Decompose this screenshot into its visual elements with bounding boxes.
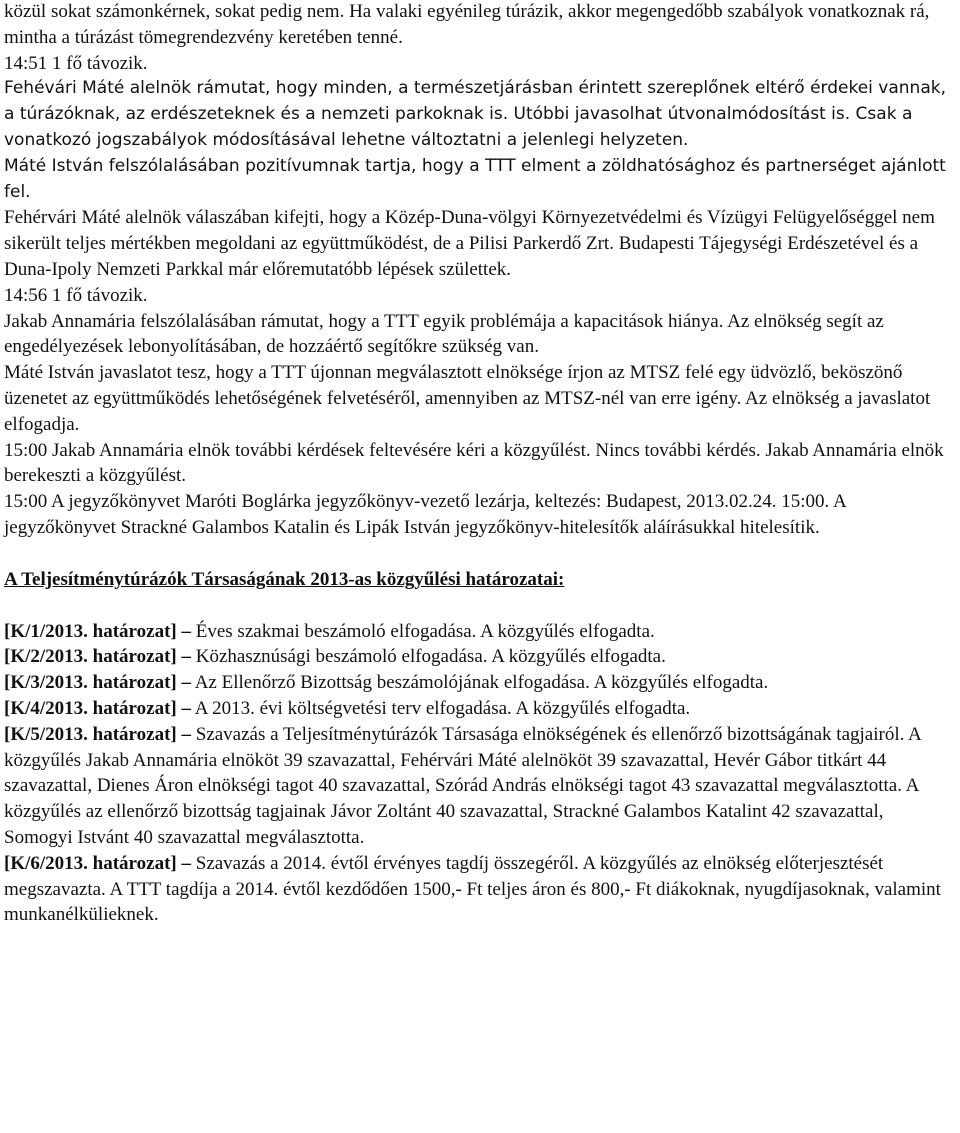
resolution-id: [K/2/2013. határozat] – xyxy=(4,646,191,668)
resolution-item xyxy=(4,696,956,722)
minutes-paragraph: 14:51 1 fő távozik. xyxy=(4,52,148,74)
document-page xyxy=(4,0,956,928)
minutes-paragraph: Máté István javaslatot tesz, hogy a TTT újonnan megválasztott elnöksége írjon az MTSZ felé egy üdvözlő, beköszönő üzenetet az együttműködés lehetőségének felvetéséről, amennyiben az MTSZ-nél van erre igény. Az elnökség a javaslatot elfogadja. xyxy=(4,362,931,435)
resolution-item xyxy=(4,619,956,645)
resolution-text: Szavazás a 2014. évtől érvényes tagdíj összegéről. A közgyűlés az elnökség előterjesztését megszavazta. A TTT tagdíja a 2014. évtől kezdődően 1500,- Ft teljes áron és 800,- Ft diákoknak, nyugdíjasoknak, valamint munkanélkülieknek. xyxy=(4,852,941,926)
resolution-item xyxy=(4,644,956,670)
minutes-section xyxy=(4,0,956,541)
minutes-paragraph: Fehévári Máté alelnök rámutat, hogy minden, a természetjárásban érintett szereplőnek eltérő érdekei vannak, a túrázóknak, az erdészeteknek és a nemzeti parkoknak is. Utóbbi javasolhat útvonalmódosítást is. Csak a vonatkozó jogszabályok módosításával lehetne változtatni a jelenlegi helyzeten. xyxy=(4,78,946,150)
resolution-id: [K/1/2013. határozat] – xyxy=(4,620,191,642)
minutes-paragraph: közül sokat számonkérnek, sokat pedig nem. Ha valaki egyénileg túrázik, akkor megengedőbb szabályok vonatkoznak rá, mintha a túrázást tömegrendezvény keretében tenné. xyxy=(4,1,930,48)
resolution-id: [K/4/2013. határozat] – xyxy=(4,697,191,719)
resolution-item xyxy=(4,670,956,696)
resolutions-heading: A Teljesítménytúrázók Társaságának 2013-as közgyűlési határozatai: xyxy=(4,568,565,590)
minutes-paragraph: Fehérvári Máté alelnök válaszában kifejti, hogy a Közép-Duna-völgyi Környezetvédelmi és Vízügyi Felügyelőséggel nem sikerült teljes mértékben megoldani az együttműködést, de a Pilisi Parkerdő Zrt. Budapesti Tájegységi Erdészetével és a Duna-Ipoly Nemzeti Parkkal már előremutatóbb lépések születtek. xyxy=(4,207,935,280)
resolution-text: A 2013. évi költségvetési terv elfogadása. A közgyűlés elfogadta. xyxy=(191,697,691,719)
resolution-id: [K/6/2013. határozat] – xyxy=(4,852,191,874)
resolution-id: [K/3/2013. határozat] – xyxy=(4,672,191,694)
resolutions-list xyxy=(4,619,956,929)
minutes-paragraph: 14:56 1 fő távozik. xyxy=(4,284,148,306)
resolution-item xyxy=(4,722,956,851)
resolution-text: Az Ellenőrző Bizottság beszámolójának elfogadása. A közgyűlés elfogadta. xyxy=(191,672,769,694)
resolution-text: Közhasznúsági beszámoló elfogadása. A közgyűlés elfogadta. xyxy=(191,646,666,668)
resolution-item xyxy=(4,851,956,928)
minutes-paragraph: 15:00 Jakab Annamária elnök további kérdések feltevésére kéri a közgyűlést. Nincs további kérdés. Jakab Annamária elnök berekeszti a közgyűlést. xyxy=(4,439,944,487)
minutes-paragraph: Jakab Annamária felszólalásában rámutat, hogy a TTT egyik problémája a kapacitások hiánya. Az elnökség segít az engedélyezések lebonyolításában, de hozzáértő segítőkre szükség van. xyxy=(4,310,884,358)
resolution-text: Szavazás a Teljesítménytúrázók Társasága elnökségének és ellenőrző bizottságának tagjairól. A közgyűlés Jakab Annamária elnököt 39 szavazattal, Fehérvári Máté alelnököt 39 szavazattal, Hevér Gábor titkárt 44 szavazattal, Dienes Áron elnökségi tagot 40 szavazattal, Szórád András elnökségi tagot 43 szavazattal megválasztotta. A közgyűlés az ellenőrző bizottság tagjainak Jávor Zoltánt 40 szavazattal, Strackné Galambos Katalint 42 szavazattal, Somogyi Istvánt 40 szavazattal megválasztotta. xyxy=(4,723,921,848)
minutes-paragraph: Máté István felszólalásában pozitívumnak tartja, hogy a TTT elment a zöldhatósághoz és partnerséget ajánlott fel. xyxy=(4,155,946,202)
resolution-text: Éves szakmai beszámoló elfogadása. A közgyűlés elfogadta. xyxy=(191,620,655,642)
resolution-id: [K/5/2013. határozat] – xyxy=(4,723,191,745)
minutes-paragraph: 15:00 A jegyzőkönyvet Maróti Boglárka jegyzőkönyv-vezető lezárja, keltezés: Budapest, 2013.02.24. 15:00. A jegyzőkönyvet Strackné Galambos Katalin és Lipák István jegyzőkönyv-hitelesítők aláírásukkal hitelesítik. xyxy=(4,491,846,538)
